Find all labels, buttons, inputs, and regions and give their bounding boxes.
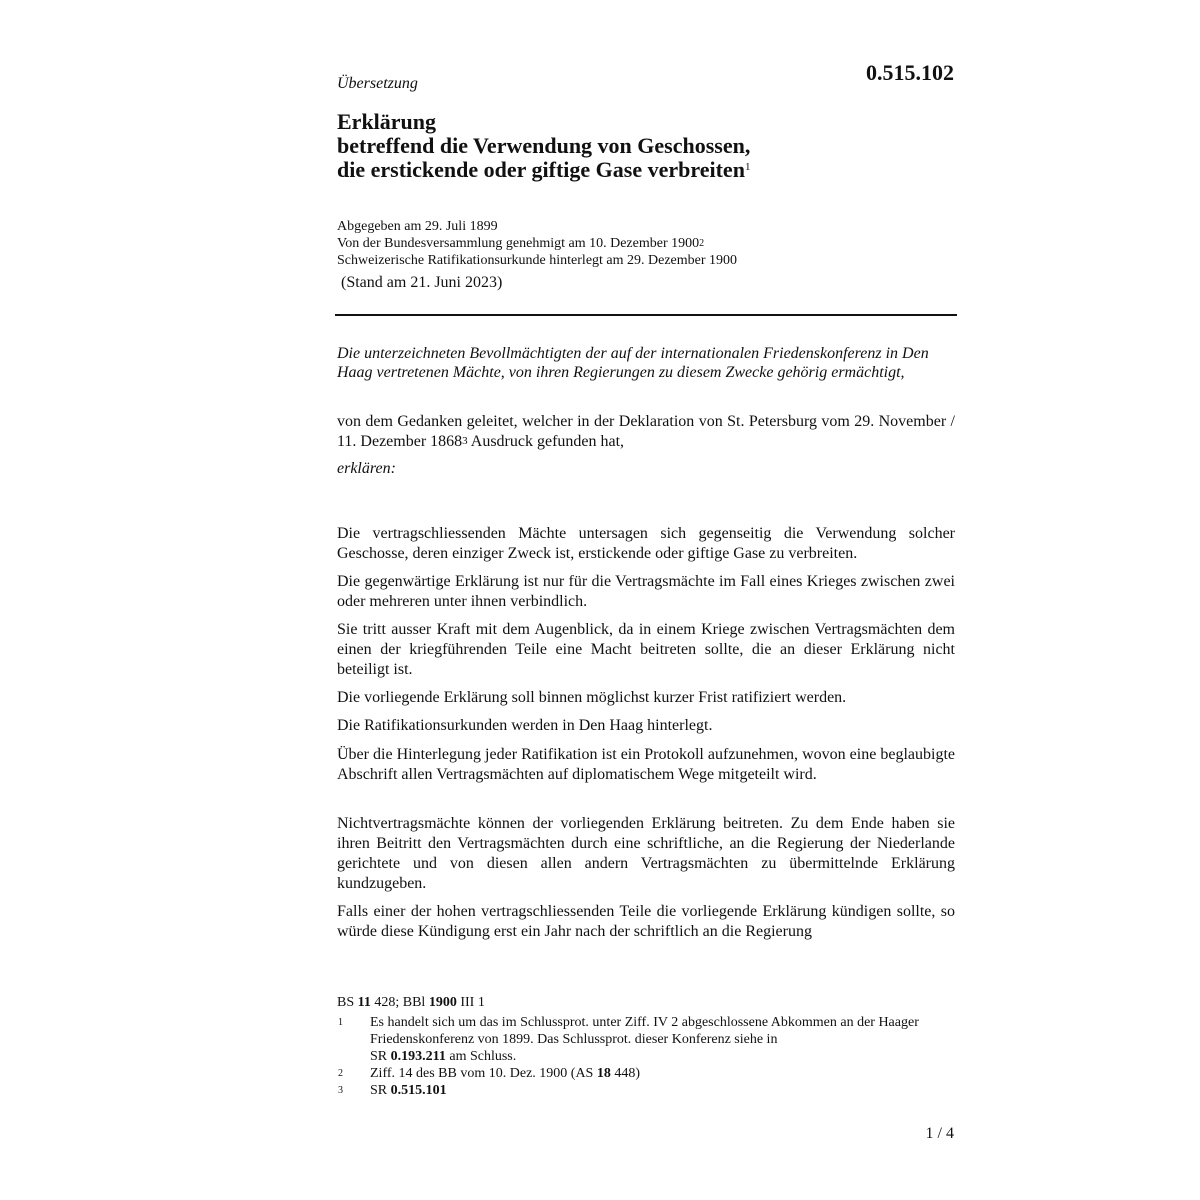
- source-bbl-year: 1900: [428, 995, 457, 1010]
- article-paragraph-4: Die vorliegende Erklärung soll binnen möglichst kurzer Frist ratifiziert werden.: [337, 689, 847, 706]
- footnote-1-sr-label: SR: [370, 1049, 391, 1064]
- article-paragraph-1: Die vertragschliessenden Mächte untersagen sich gegenseitig die Verwendung solcher Geschosse, deren einziger Zweck ist, erstickende oder giftige Gase zu verbreiten.: [337, 525, 955, 562]
- footnote-2-text: Ziff. 14 des BB vom 10. Dez. 1900 (AS: [370, 1066, 597, 1081]
- preamble-footnote-ref[interactable]: 3: [462, 435, 468, 447]
- footnote-2: [337, 1065, 957, 1082]
- footnote-1-text: Es handelt sich um das im Schlussprot. unter Ziff. IV 2 abgeschlossene Abkommen an der Haager Friedenskonferenz von 1899. Das Schlussprot. dieser Konferenz siehe in: [370, 1015, 919, 1047]
- footnotes: [337, 994, 957, 1099]
- article-paragraph-6: Über die Hinterlegung jeder Ratifikation ist ein Protokoll aufzunehmen, wovon eine beglaubigte Abschrift allen Vertragsmächten auf diplomatischem Wege mitgeteilt wird.: [337, 746, 955, 783]
- page-number: 1 / 4: [925, 1125, 954, 1142]
- title-footnote-ref[interactable]: 1: [744, 161, 751, 173]
- article-paragraph-7: Nichtvertragsmächte können der vorliegenden Erklärung beitreten. Zu dem Ende haben sie ihren Beitritt den Vertragsmächten durch eine schriftliche, an die Regierung der Niederlande gerichtete und von diesen allen andern Vertragsmächten zu übermittelnde Erklärung kundzugeben.: [337, 815, 955, 892]
- approval-footnote-ref[interactable]: 2: [699, 238, 705, 249]
- article-paragraph-5: Die Ratifikationsurkunden werden in Den Haag hinterlegt.: [337, 717, 713, 734]
- status-date: (Stand am 21. Juni 2023): [341, 274, 503, 291]
- approval-date: [337, 235, 957, 252]
- document-number: 0.515.102: [866, 60, 954, 85]
- source-bbl-rest: III 1: [456, 995, 485, 1010]
- translation-label: Übersetzung: [337, 75, 418, 92]
- source-bs-volume: 11: [357, 995, 371, 1010]
- article-paragraph-2: Die gegenwärtige Erklärung ist nur für die Vertragsmächte im Fall eines Krieges zwischen zwei oder mehreren unter ihnen verbindlich.: [337, 573, 955, 610]
- preamble-guided-text: von dem Gedanken geleitet, welcher in der Deklaration von St. Petersburg vom 29. November / 11. Dezember 1868: [337, 413, 955, 450]
- source-reference: [337, 994, 957, 1011]
- footnote-1: [337, 1014, 957, 1065]
- header-divider: [335, 314, 957, 316]
- footnote-1-sr-link[interactable]: 0.193.211: [390, 1049, 446, 1064]
- footnote-2-as-volume: 18: [596, 1066, 611, 1081]
- article-paragraph-3: Sie tritt ausser Kraft mit dem Augenblick, da in einem Kriege zwischen Vertragsmächten dem einen der kriegführenden Teile eine Macht beitreten sollte, die an dieser Erklärung nicht beteiligt ist.: [337, 621, 955, 678]
- approval-text: Von der Bundesversammlung genehmigt am 10. Dezember 1900: [337, 236, 700, 251]
- preamble-intro: Die unterzeichneten Bevollmächtigten der auf der internationalen Friedenskonferenz in Den Haag vertretenen Mächte, von ihren Regierungen zu diesem Zwecke gehörig ermächtigt,: [337, 345, 929, 381]
- preamble-guided: [337, 412, 955, 452]
- title-line-3-text: die erstickende oder giftige Gase verbreiten: [337, 157, 745, 182]
- footnote-1-sr-tail: am Schluss.: [445, 1049, 517, 1064]
- source-bs-label: BS: [337, 995, 358, 1010]
- adopted-date: Abgegeben am 29. Juli 1899: [337, 219, 498, 234]
- footnote-3-sr-label: SR: [370, 1083, 391, 1098]
- title-line-2: betreffend die Verwendung von Geschossen,: [337, 133, 751, 158]
- footnote-3: [337, 1082, 957, 1099]
- footnote-2-tail: 448): [610, 1066, 641, 1081]
- document-title: [337, 110, 957, 182]
- preamble-declare: erklären:: [337, 460, 396, 477]
- footnote-3-sr-link[interactable]: 0.515.101: [390, 1083, 447, 1098]
- title-line-3: [337, 158, 957, 182]
- footnote-3-number: 3: [338, 1085, 343, 1096]
- footnote-1-number: 1: [338, 1017, 343, 1028]
- footnote-2-number: 2: [338, 1068, 343, 1079]
- ratification-date: Schweizerische Ratifikationsurkunde hinterlegt am 29. Dezember 1900: [337, 253, 738, 268]
- document-metadata: [337, 218, 957, 269]
- title-line-1: Erklärung: [337, 109, 437, 134]
- article-paragraph-8: Falls einer der hohen vertragschliessenden Teile die vorliegende Erklärung kündigen sollte, so würde diese Kündigung erst ein Jahr nach der schriftlich an die Regierung: [337, 903, 955, 940]
- source-bs-page: 428; BBl: [370, 995, 429, 1010]
- preamble-guided-tail: Ausdruck gefunden hat,: [467, 433, 625, 450]
